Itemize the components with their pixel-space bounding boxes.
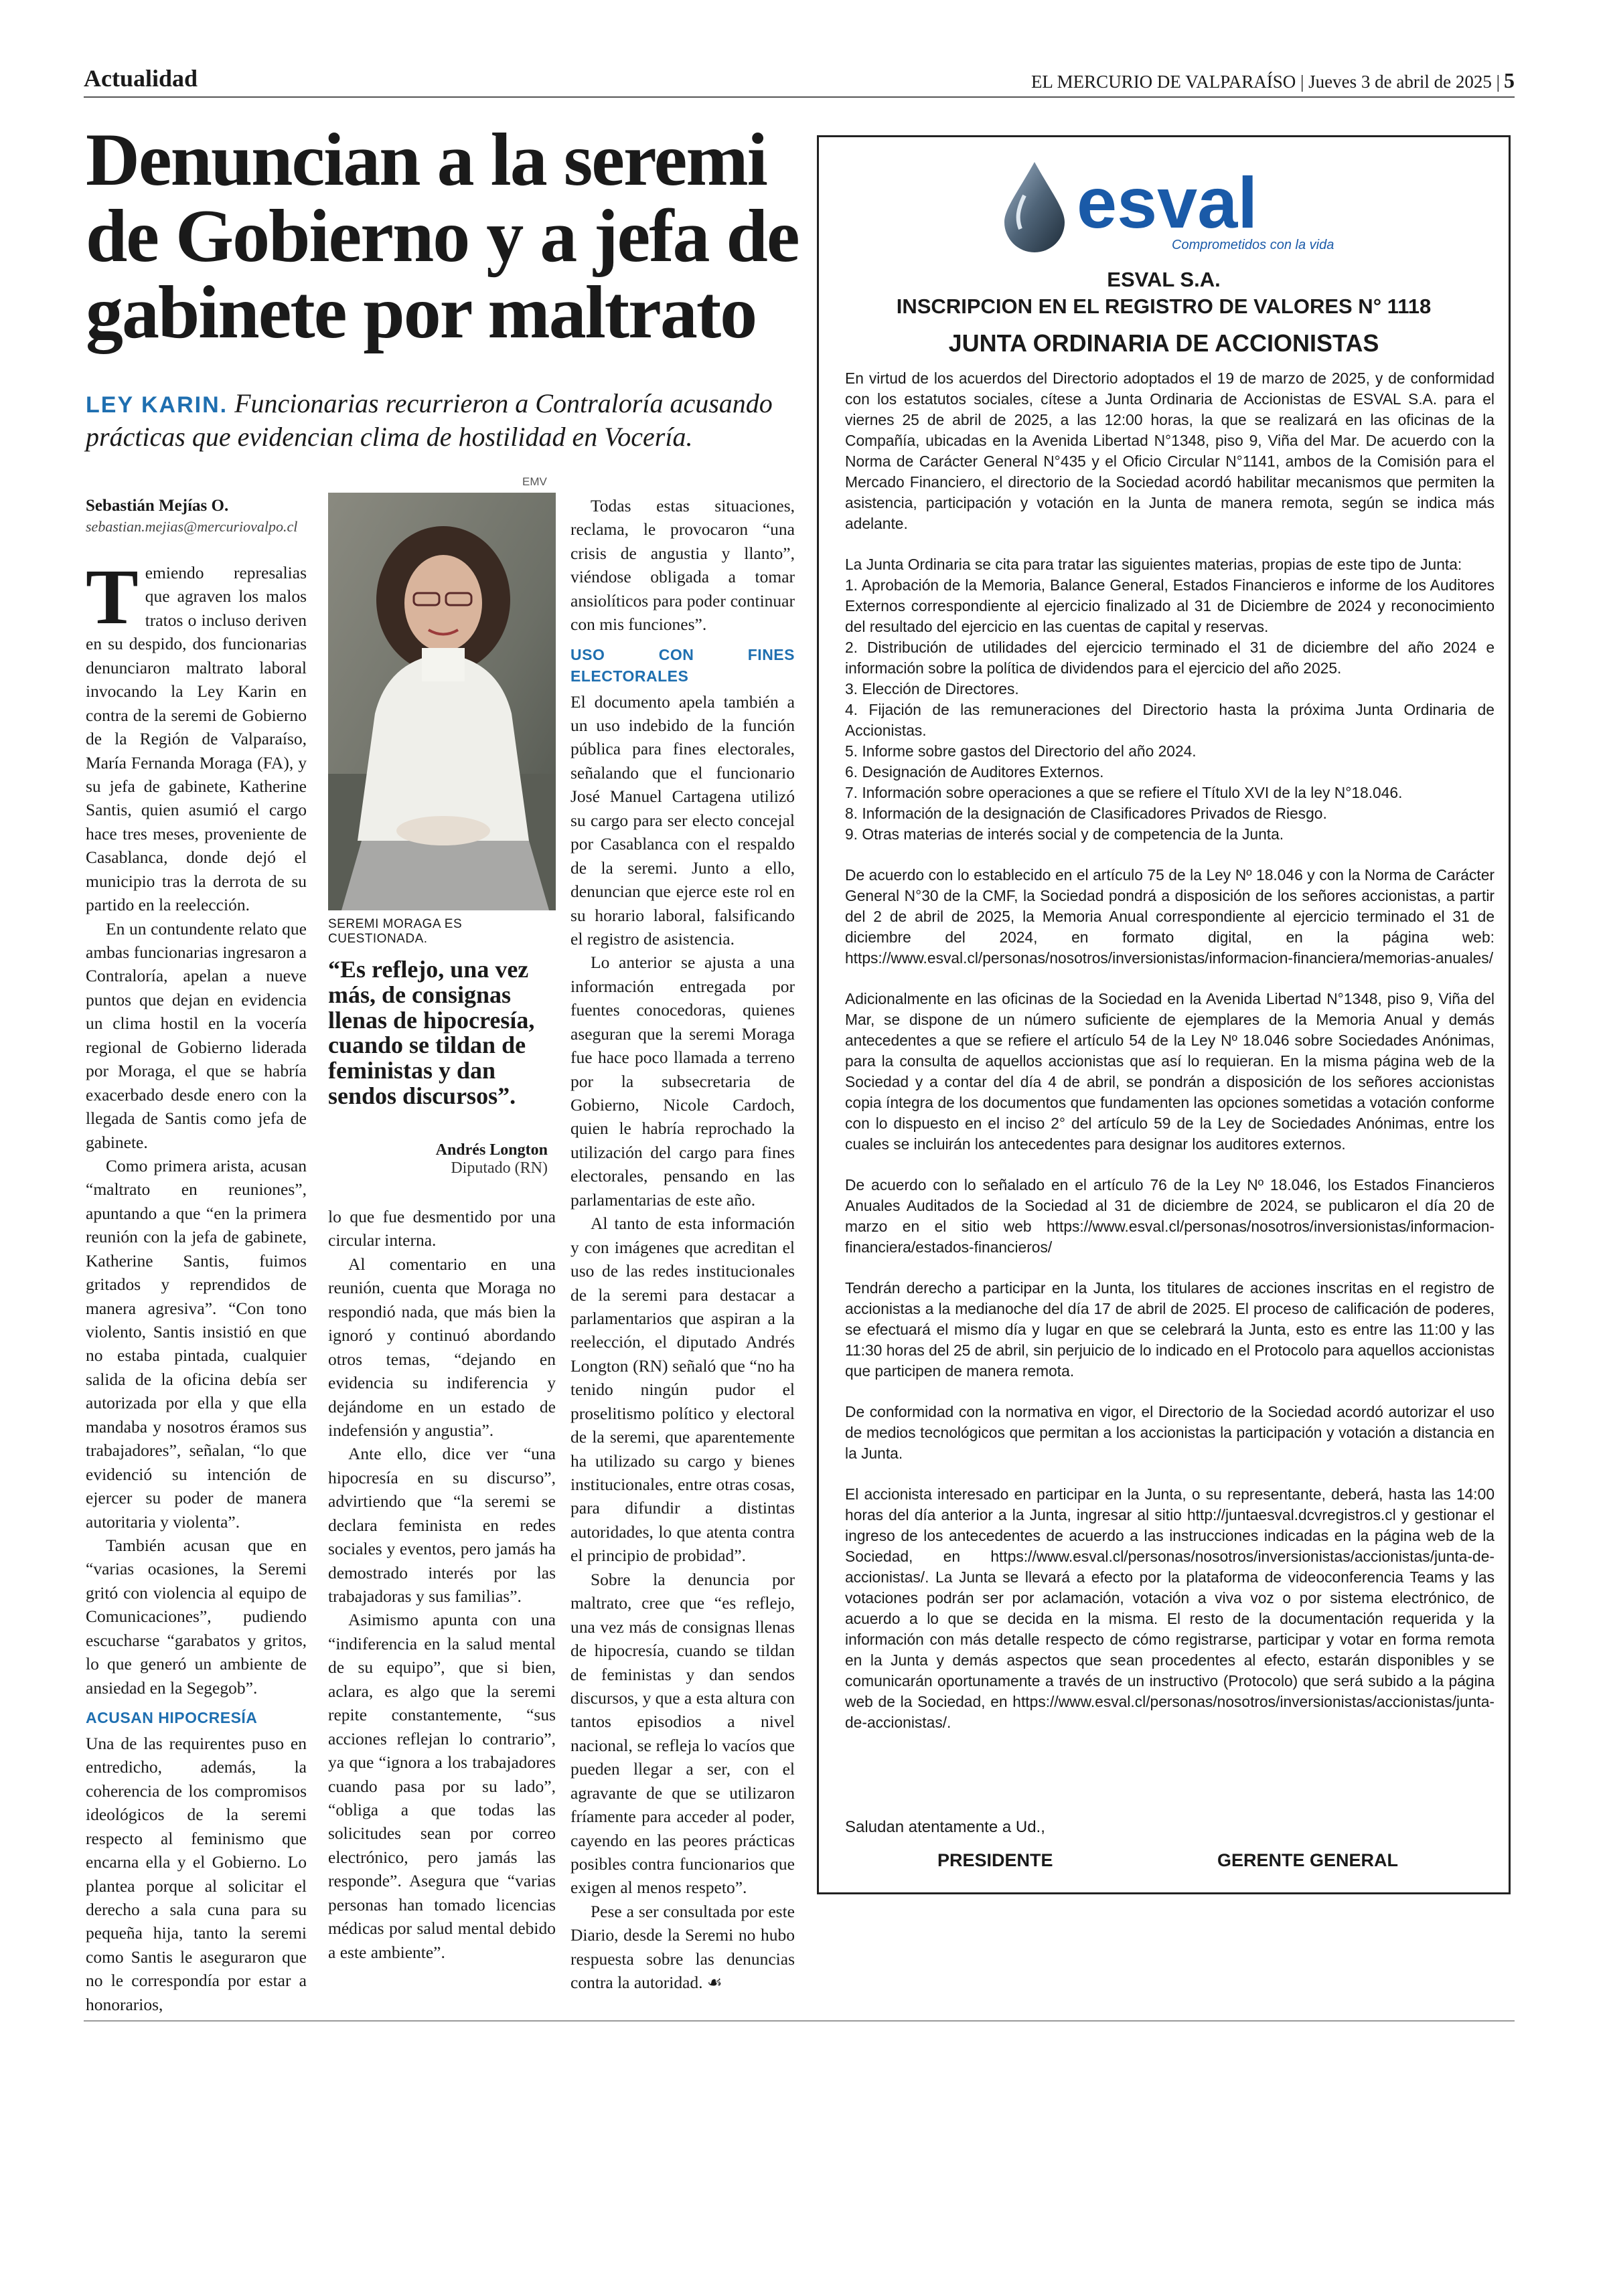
paragraph: Lo anterior se ajusta a una información entregada por fuentes conocedoras, quienes aseguran que la seremi Moraga fue hace poco llamada a terreno por la subsecretaria de Gobierno, Nicole Cardoch, quien le habría reprochado la utilización del cargo para fines electorales, pensando en las parlamentarias de este año.	[570, 953, 795, 1210]
paragraph: El documento apela también a un uso indebido de la función pública para fines electorales, señalando que el funcionario José Manuel Cartagena utilizó su cargo para ser electo concejal por Casablanca con el respaldo de la seremi. Junto a ello, denuncian que ejerce este rol en su horario laboral, falsificando el registro de asistencia.	[570, 691, 795, 949]
paragraph: Asimismo apunta con una “indiferencia en la salud mental de su equipo”, que si bien, aclara, es algo que la seremi repite constantemente, “sus acciones reflejan lo contrario”, ya que “ignora a los trabajadores cuando pasa por su lado”, “obliga a que todas las solicitudes sean por correo electrónico, pero jamás las responde”. Asegura que “varias personas han tomado licencias médicas por salud mental debido a este ambiente”.	[328, 1610, 556, 1962]
paragraph: Una de las requirentes puso en entredicho, además, la coherencia de los compromisos ideológicos de la seremi respecto al feminismo que encarna ella y el Gobierno. Lo plantea porque al solicitar el derecho a sala cuna para su pequeña hija, tanto la seremi como Santis le aseguraron que no le correspondía por estar a honorarios,	[86, 1733, 307, 2014]
notice-registry: INSCRIPCION EN EL REGISTRO DE VALORES N° 1118	[896, 295, 1432, 318]
page-number: 5	[1504, 68, 1515, 92]
byline-name: Sebastián Mejías O.	[86, 497, 229, 515]
paragraph: Temiendo represalias que agraven los malos tratos o incluso deriven en su despido, dos funcionarias denunciaron maltrato laboral invocando la Ley Karin en contra de la seremi de Gobierno de la Región de Valparaíso, María Fernanda Moraga (FA), y su jefa de gabinete, Katherine Santis, quien asumió el cargo hace tres meses, proveniente de Casablanca, donde dejó el municipio tras la derrota de su partido en la reelección.	[86, 553, 307, 915]
deck-text: Funcionarias recurrieron a Contraloría acusando prácticas que evidencian clima de hostilidad en Vocería.	[86, 388, 773, 452]
paragraph: Como primera arista, acusan “maltrato en reuniones”, apuntando a que “en la primera reunión con la jefa de gabinete, Katherine Santis, fuimos gritados y reprendidos de manera agresiva”. “Con tono violento, Santis insistió en que no estaba pintada, cualquier salida de la oficina debía ser autorizada por ella y que ella mandaba y nosotros éramos sus trabajadores”, señalan, “lo que evidenció su intención de ejercer su poder de manera autoritaria y violenta”.	[86, 1155, 307, 1532]
notice-paragraph: De acuerdo con lo establecido en el artículo 75 de la Ley Nº 18.046 y con la Norma de Carácter General N°30 de la CMF, la Sociedad pondrá a disposición de los señores accionistas, a partir del 2 de abril de 2025, la Memoria Anual correspondiente al ejercicio terminado el 31 de diciembre del 2024, en formato digital, en la página web: https://www.esval.cl/personas/nosotros/inversionistas/informacion-financiera/memorias-anuales/	[845, 866, 1495, 967]
agenda-item: 7. Información sobre operaciones a que se refiere el Título XVI de la ley N°18.046.	[845, 784, 1403, 801]
esval-logo	[998, 155, 1334, 256]
agenda-item: 9. Otras materias de interés social y de competencia de la Junta.	[845, 825, 1284, 843]
notice-agenda-intro: La Junta Ordinaria se cita para tratar las siguientes materias, propias de este tipo de Junta:	[845, 556, 1462, 573]
agenda-item: 2. Distribución de utilidades del ejercicio terminado el 31 de diciembre del año 2024 e información sobre la política de dividendos para el ejercicio del año 2025.	[845, 639, 1495, 677]
pull-quote: “Es reflejo, una vez más, de consignas llenas de hipocresía, cuando se tildan de feministas y dan sendos discursos”.	[328, 956, 535, 1109]
agenda-item: 6. Designación de Auditores Externos.	[845, 763, 1104, 781]
esval-logo-text: esval	[1077, 162, 1258, 243]
notice-paragraph: Adicionalmente en las oficinas de la Sociedad en la Avenida Libertad N°1348, piso 9, Viña del Mar, se dispone de un número suficiente de ejemplares de la Memoria Anual y demás antecedentes a que se refiere el artículo 54 de la Ley Nº 18.046 sobre Sociedades Anónimas, para la consulta de aquellos accionistas que así lo requieran. En la misma página web de la Sociedad y a contar del día 4 de abril, se pondrán a disposición de los señores accionistas copia íntegra de los documentos que fundamenten las opciones sometidas a votación conforme con lo dispuesto en el inciso 2° del artículo 59 de la Ley de Sociedades Anónimas, entre los cuales se incluirán los antecedentes para designar los auditores externos.	[845, 990, 1495, 1153]
paragraph: Al comentario en una reunión, cuenta que Moraga no respondió nada, que más bien la ignoró y continuó abordando otros temas, “dejando en evidencia su indiferencia y dejándome en un estado de indefensión y angustia”.	[328, 1254, 556, 1440]
paragraph: También acusan que en “varias ocasiones, la Seremi gritó con violencia al equipo de Comunicaciones”, pudiendo escucharse “garabatos y gritos, lo que generó un ambiente de ansiedad en la Segegob”.	[86, 1535, 307, 1698]
notice-company: ESVAL S.A.	[1107, 268, 1221, 291]
esval-logo-tagline: Comprometidos con la vida	[1172, 238, 1334, 252]
kicker: LEY KARIN.	[86, 392, 228, 418]
article-column-1	[86, 553, 307, 2014]
agenda-item: 3. Elección de Directores.	[845, 680, 1019, 698]
paragraph: Pese a ser consultada por este Diario, desde la Seremi no hubo respuesta sobre las denuncias contra la autoridad. ☙	[570, 1901, 795, 1993]
photo-caption: SEREMI MORAGA ES CUESTIONADA.	[328, 917, 463, 946]
section-label: Actualidad	[84, 65, 198, 92]
subhead-hypocrisy: ACUSAN HIPOCRESÍA	[86, 1709, 258, 1726]
paragraph: Sobre la denuncia por maltrato, cree que “es reflejo, una vez más de consignas llenas de hipocresía, cuando se tildan de feministas y dan sendos discursos, y que a esta altura con tantos episodios a nivel nacional, se refleja lo vacíos que pueden llegar a ser, con el agravante de que se utilizaron fríamente para acceder al poder, cayendo en las peores prácticas posibles contra funcionarios que exigen al menos respeto”.	[570, 1569, 795, 1898]
notice-title: JUNTA ORDINARIA DE ACCIONISTAS	[948, 329, 1379, 357]
agenda-item: 5. Informe sobre gastos del Directorio del año 2024.	[845, 742, 1197, 760]
byline	[86, 495, 307, 536]
notice-body	[845, 368, 1495, 1753]
quote-author-role: Diputado (RN)	[451, 1159, 548, 1177]
byline-email: sebastian.mejias@mercuriovalpo.cl	[86, 517, 298, 535]
notice-paragraph: Tendrán derecho a participar en la Junta, los titulares de acciones inscritas en el registro de accionistas a la medianoche del día 17 de abril de 2025. El proceso de calificación de poderes, se efectuará el mismo día y lugar en que se celebrará la Junta, esto es entre las 11:00 y las 11:30 horas del 25 de abril, sin perjuicio de lo indicado en el Protocolo para aquellos accionistas que participen de manera remota.	[845, 1279, 1495, 1380]
deck	[86, 387, 809, 453]
agenda-item: 1. Aprobación de la Memoria, Balance General, Estados Financieros e informe de los Auditores Externos correspondiente al ejercicio finalizado al 31 de Diciembre de 2024 y reconocimiento del resultado del ejercicio en las cuentas de capital y reservas.	[845, 576, 1495, 635]
signature-general-manager: GERENTE GENERAL	[1217, 1850, 1399, 1870]
header-rule	[84, 96, 1515, 98]
portrait-photo	[328, 493, 556, 910]
footer-rule	[84, 2020, 1515, 2022]
paragraph: lo que fue desmentido por una circular interna.	[328, 1207, 556, 1250]
agenda-item: 8. Información de la designación de Clasificadores Privados de Riesgo.	[845, 805, 1327, 822]
photo-credit: EMV	[522, 475, 547, 488]
article-column-3	[570, 494, 795, 1993]
notice-paragraph: El accionista interesado en participar en la Junta, o su representante, deberá, hasta las 14:00 horas del día anterior a la Junta, ingresar al sitio http://juntaesval.dcvregistros.cl y gestionar el ingreso de los antecedentes de acuerdo a las instrucciones indicadas en la página web de la Sociedad, en https://www.esval.cl/personas/nosotros/inversionistas/accionistas/junta-de-accionistas/. La Junta se llevará a efecto por la plataforma de videoconferencia Teams y las votaciones podrán ser por aclamación, votación a viva voz o por sistema electrónico, de acuerdo a lo que se decida en la misma. El resto de la documentación requerida y la información con más detalle respecto de cómo registrarse, participar y votar en forma remota en la Junta y demás aspectos que sean procedentes al efecto, estarán disponibles y se comunicarán oportunamente a través de un instructivo (Protocolo) que será subido a la página web de la Sociedad, en https://www.esval.cl/personas/nosotros/inversionistas/accionistas/junta-de-accionistas/.	[845, 1485, 1495, 1731]
masthead-text: EL MERCURIO DE VALPARAÍSO | Jueves 3 de abril de 2025 |	[1030, 72, 1500, 92]
notice-paragraph: De conformidad con la normativa en vigor, el Directorio de la Sociedad acordó autorizar el uso de medios tecnológicos que permitan a los accionistas la participación y votación a distancia en la Junta.	[845, 1403, 1495, 1462]
article-column-2	[328, 1205, 556, 1962]
quote-author-name: Andrés Longton	[435, 1141, 548, 1159]
paragraph: En un contundente relato que ambas funcionarias ingresaron a Contraloría, apelan a nueve puntos que dejan en evidencia un clima hostil en la vocería regional de Gobierno liderada por Moraga, el que se habría exacerbado desde enero con la llegada de Santis como jefa de gabinete.	[86, 918, 307, 1152]
notice-paragraph: En virtud de los acuerdos del Directorio adoptados el 19 de marzo de 2025, y de conformidad con los estatutos sociales, cítese a Junta Ordinaria de Accionistas de ESVAL S.A. para el viernes 25 de abril de 2025, a las 12:00 horas, la que se realizará en las oficinas de la Compañía, ubicadas en la Avenida Libertad N°1348, piso 9, Viña del Mar. De acuerdo con la Norma de Carácter General N°435 y el Oficio Circular N°1141, ambos de la Comisión para el Mercado Financiero, el directorio de la Sociedad acordó habilitar mecanismos que permiten la asistencia, participación y votación en la Junta de manera remota, según se indica más adelante.	[845, 370, 1495, 532]
masthead	[1031, 68, 1515, 93]
paragraph: Todas estas situaciones, reclama, le provocaron “una crisis de angustia y llanto”, viéndose obligada a tomar ansiolíticos para poder continuar con mis funciones”.	[570, 496, 795, 635]
signature-president: PRESIDENTE	[937, 1850, 1053, 1870]
paragraph: Al tanto de esta información y con imágenes que acreditan el uso de las redes institucionales de la seremi para destacar a parlamentarios que aspiran a la reelección, el diputado Andrés Longton (RN) señaló que “no ha tenido ningún pudor el proselitismo político y electoral de la seremi, que aparentemente ha utilizado su cargo y bienes institucionales, entre otras cosas, para difundir a distintas autoridades, lo que atenta contra el principio de probidad”.	[570, 1214, 795, 1566]
agenda-item: 4. Fijación de las remuneraciones del Directorio hasta la próxima Junta Ordinaria de Accionistas.	[845, 701, 1495, 739]
quote-attribution	[328, 1141, 548, 1177]
paragraph: Ante ello, dice ver “una hipocresía en su discurso”, advirtiendo que “la seremi se declara feminista en redes sociales y eventos, pero jamás ha demostrado interés por las trabajadoras y sus familias”.	[328, 1444, 556, 1606]
notice-greeting: Saludan atentamente a Ud.,	[845, 1818, 1045, 1836]
headline: Denuncian a la seremi de Gobierno y a jefa de gabinete por maltrato	[86, 118, 799, 355]
notice-paragraph: De acuerdo con lo señalado en el artículo 76 de la Ley Nº 18.046, los Estados Financieros Anuales Auditados de la Sociedad al 31 de diciembre de 2024, se publicaron el día 20 de marzo en el sitio web https://www.esval.cl/personas/nosotros/inversionistas/informacion-financiera/estados-financieros/	[845, 1176, 1495, 1256]
subhead-electoral: USO CON FINES ELECTORALES	[570, 645, 795, 685]
notice-agenda	[845, 575, 1495, 845]
